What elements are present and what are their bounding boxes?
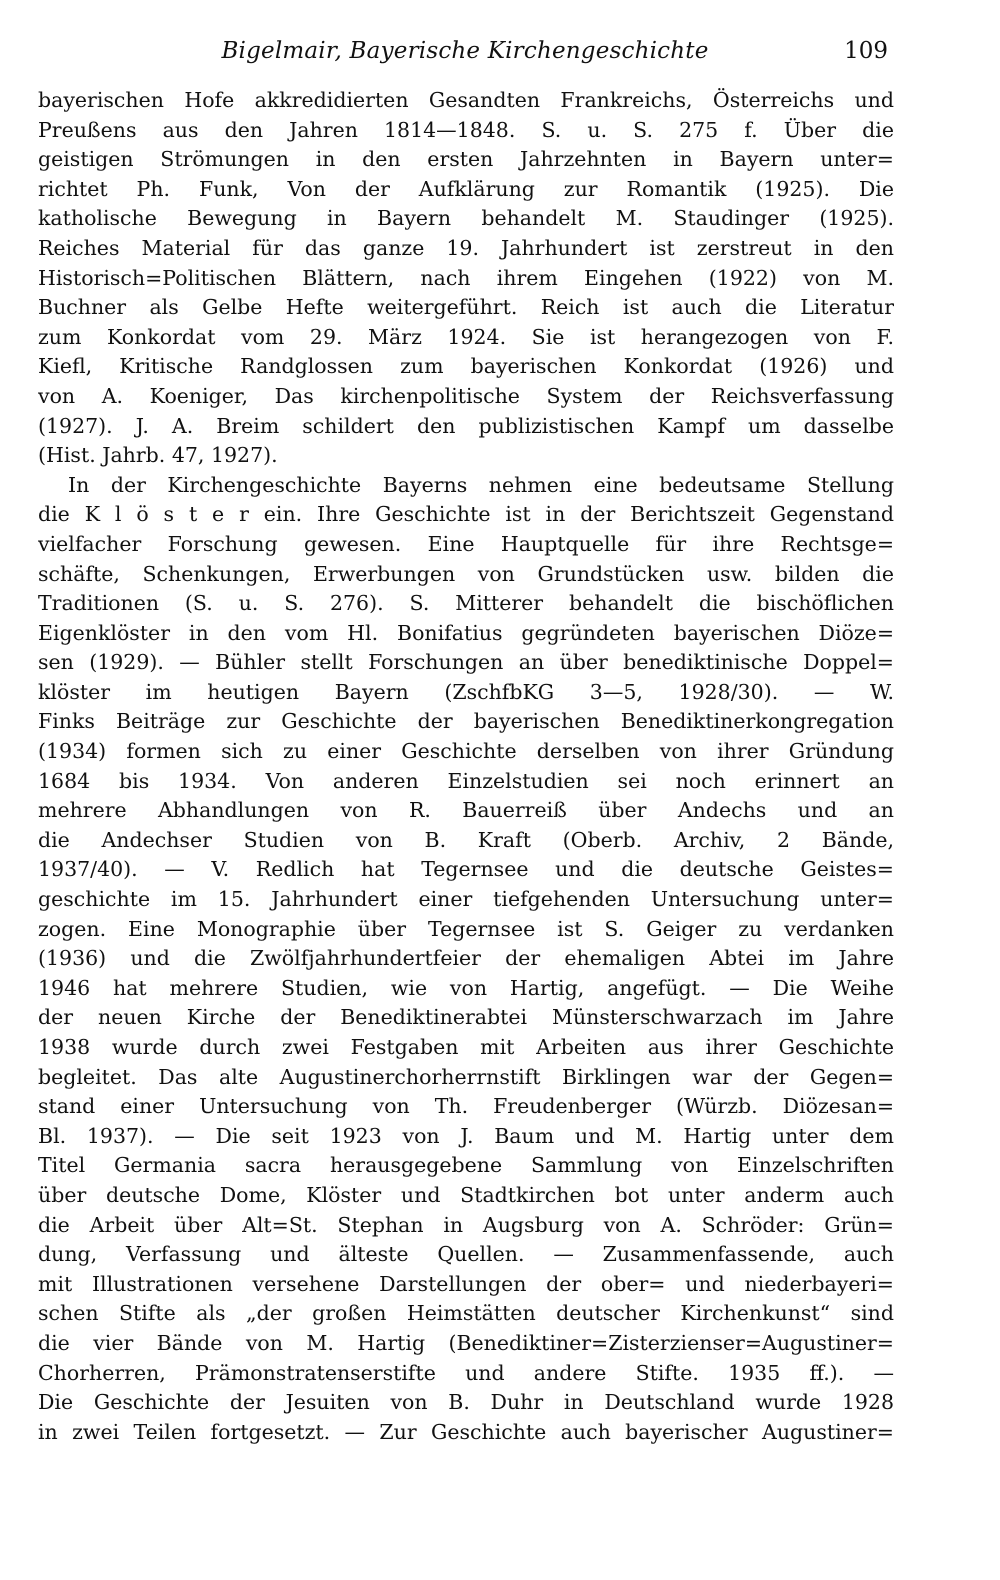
text-line: Traditionen (S. u. S. 276). S. Mitterer behandelt die bischöflichen [38, 591, 894, 616]
text-line: Reiches Material für das ganze 19. Jahrhundert ist zerstreut in den [38, 235, 894, 260]
text-line: mit Illustrationen versehene Darstellungen der ober= und niederbayeri= [38, 1271, 894, 1296]
text-line: Finks Beiträge zur Geschichte der bayerischen Benediktinerkongregation [38, 709, 894, 734]
paragraph-end-line: (Hist. Jahrb. 47, 1927). [38, 443, 278, 468]
text-line: über deutsche Dome, Klöster und Stadtkirchen bot unter anderm auch [38, 1182, 894, 1207]
text-line: Historisch=Politischen Blättern, nach ihrem Eingehen (1922) von M. [38, 265, 894, 290]
text-line: sen (1929). — Bühler stellt Forschungen an über benediktinische Doppel= [38, 650, 894, 675]
paragraph-start-line: In der Kirchengeschichte Bayerns nehmen eine bedeutsame Stellung [68, 472, 894, 497]
text-line: die Andechser Studien von B. Kraft (Oberb. Archiv, 2 Bände, [38, 827, 894, 852]
text-line: die Arbeit über Alt=St. Stephan in Augsburg von A. Schröder: Grün= [38, 1212, 894, 1237]
text-line: geistigen Strömungen in den ersten Jahrzehnten in Bayern unter= [38, 147, 894, 172]
text-line: stand einer Untersuchung von Th. Freudenberger (Würzb. Diözesan= [38, 1094, 894, 1119]
text-line: (1934) formen sich zu einer Geschichte derselben von ihrer Gründung [38, 739, 894, 764]
text-line: Die Geschichte der Jesuiten von B. Duhr in Deutschland wurde 1928 [38, 1390, 894, 1415]
text-line: Chorherren, Prämonstratenserstifte und andere Stifte. 1935 ff.). — [38, 1360, 894, 1385]
text-line: (1936) und die Zwölfjahrhundertfeier der ehemaligen Abtei im Jahre [38, 946, 894, 971]
text-line: zogen. Eine Monographie über Tegernsee ist S. Geiger zu verdanken [38, 916, 894, 941]
text-line: 1938 wurde durch zwei Festgaben mit Arbeiten aus ihrer Geschichte [38, 1035, 894, 1059]
text-line: begleitet. Das alte Augustinerchorherrnstift Birklingen war der Gegen= [38, 1064, 894, 1089]
text-line: katholische Bewegung in Bayern behandelt M. Staudinger (1925). [38, 206, 894, 231]
text-line: 1937/40). — V. Redlich hat Tegernsee und die deutsche Geistes= [38, 857, 894, 882]
text-line: 1684 bis 1934. Von anderen Einzelstudien sei noch erinnert an [38, 768, 894, 793]
text-line: 1946 hat mehrere Studien, wie von Hartig, angefügt. — Die Weihe [38, 975, 894, 1000]
text-line: von A. Koeniger, Das kirchenpolitische System der Reichsverfassung [38, 383, 894, 408]
text-line: (1927). J. A. Breim schildert den publizistischen Kampf um dasselbe [38, 413, 894, 438]
text-line: der neuen Kirche der Benediktinerabtei Münsterschwarzach im Jahre [38, 1005, 894, 1030]
text-line: Titel Germania sacra herausgegebene Sammlung von Einzelschriften [38, 1153, 894, 1178]
text-line: Bl. 1937). — Die seit 1923 von J. Baum und M. Hartig unter dem [38, 1123, 894, 1148]
text-line: Kiefl, Kritische Randglossen zum bayerischen Konkordat (1926) und [38, 354, 894, 379]
text-line: schäfte, Schenkungen, Erwerbungen von Grundstücken usw. bilden die [38, 561, 894, 586]
text-line: richtet Ph. Funk, Von der Aufklärung zur Romantik (1925). Die [38, 176, 894, 201]
text-line: Preußens aus den Jahren 1814—1848. S. u. S. 275 f. Über die [38, 117, 894, 142]
body-text [38, 86, 894, 1447]
text-line: klöster im heutigen Bayern (ZschfbKG 3—5, 1928/30). — W. [38, 679, 894, 704]
text-line: schen Stifte als „der großen Heimstätten deutscher Kirchenkunst“ sind [38, 1301, 894, 1326]
text-line: Buchner als Gelbe Hefte weitergeführt. Reich ist auch die Literatur [38, 295, 894, 320]
page-number: 109 [844, 38, 888, 64]
text-line: in zwei Teilen fortgesetzt. — Zur Geschichte auch bayerischer Augustiner= [38, 1419, 894, 1444]
text-line: geschichte im 15. Jahrhundert einer tiefgehenden Untersuchung unter= [38, 887, 894, 912]
running-title: Bigelmair, Bayerische Kirchengeschichte [221, 38, 709, 64]
text-line: die vier Bände von M. Hartig (Benediktiner=Zisterzienser=Augustiner= [38, 1330, 894, 1355]
text-line: mehrere Abhandlungen von R. Bauerreiß über Andechs und an [38, 798, 894, 823]
text-line: bayerischen Hofe akkredidierten Gesandten Frankreichs, Österreichs und [38, 88, 894, 112]
text-line: zum Konkordat vom 29. März 1924. Sie ist herangezogen von F. [38, 324, 894, 349]
page-header [40, 38, 890, 74]
text-line: Eigenklöster in den vom Hl. Bonifatius gegründeten bayerischen Diöze= [38, 620, 894, 645]
text-line: die K l ö s t e r ein. Ihre Geschichte ist in der Berichtszeit Gegenstand [38, 502, 894, 527]
text-line: dung, Verfassung und älteste Quellen. — Zusammenfassende, auch [38, 1242, 894, 1267]
text-line: vielfacher Forschung gewesen. Eine Hauptquelle für ihre Rechtsge= [38, 531, 894, 556]
